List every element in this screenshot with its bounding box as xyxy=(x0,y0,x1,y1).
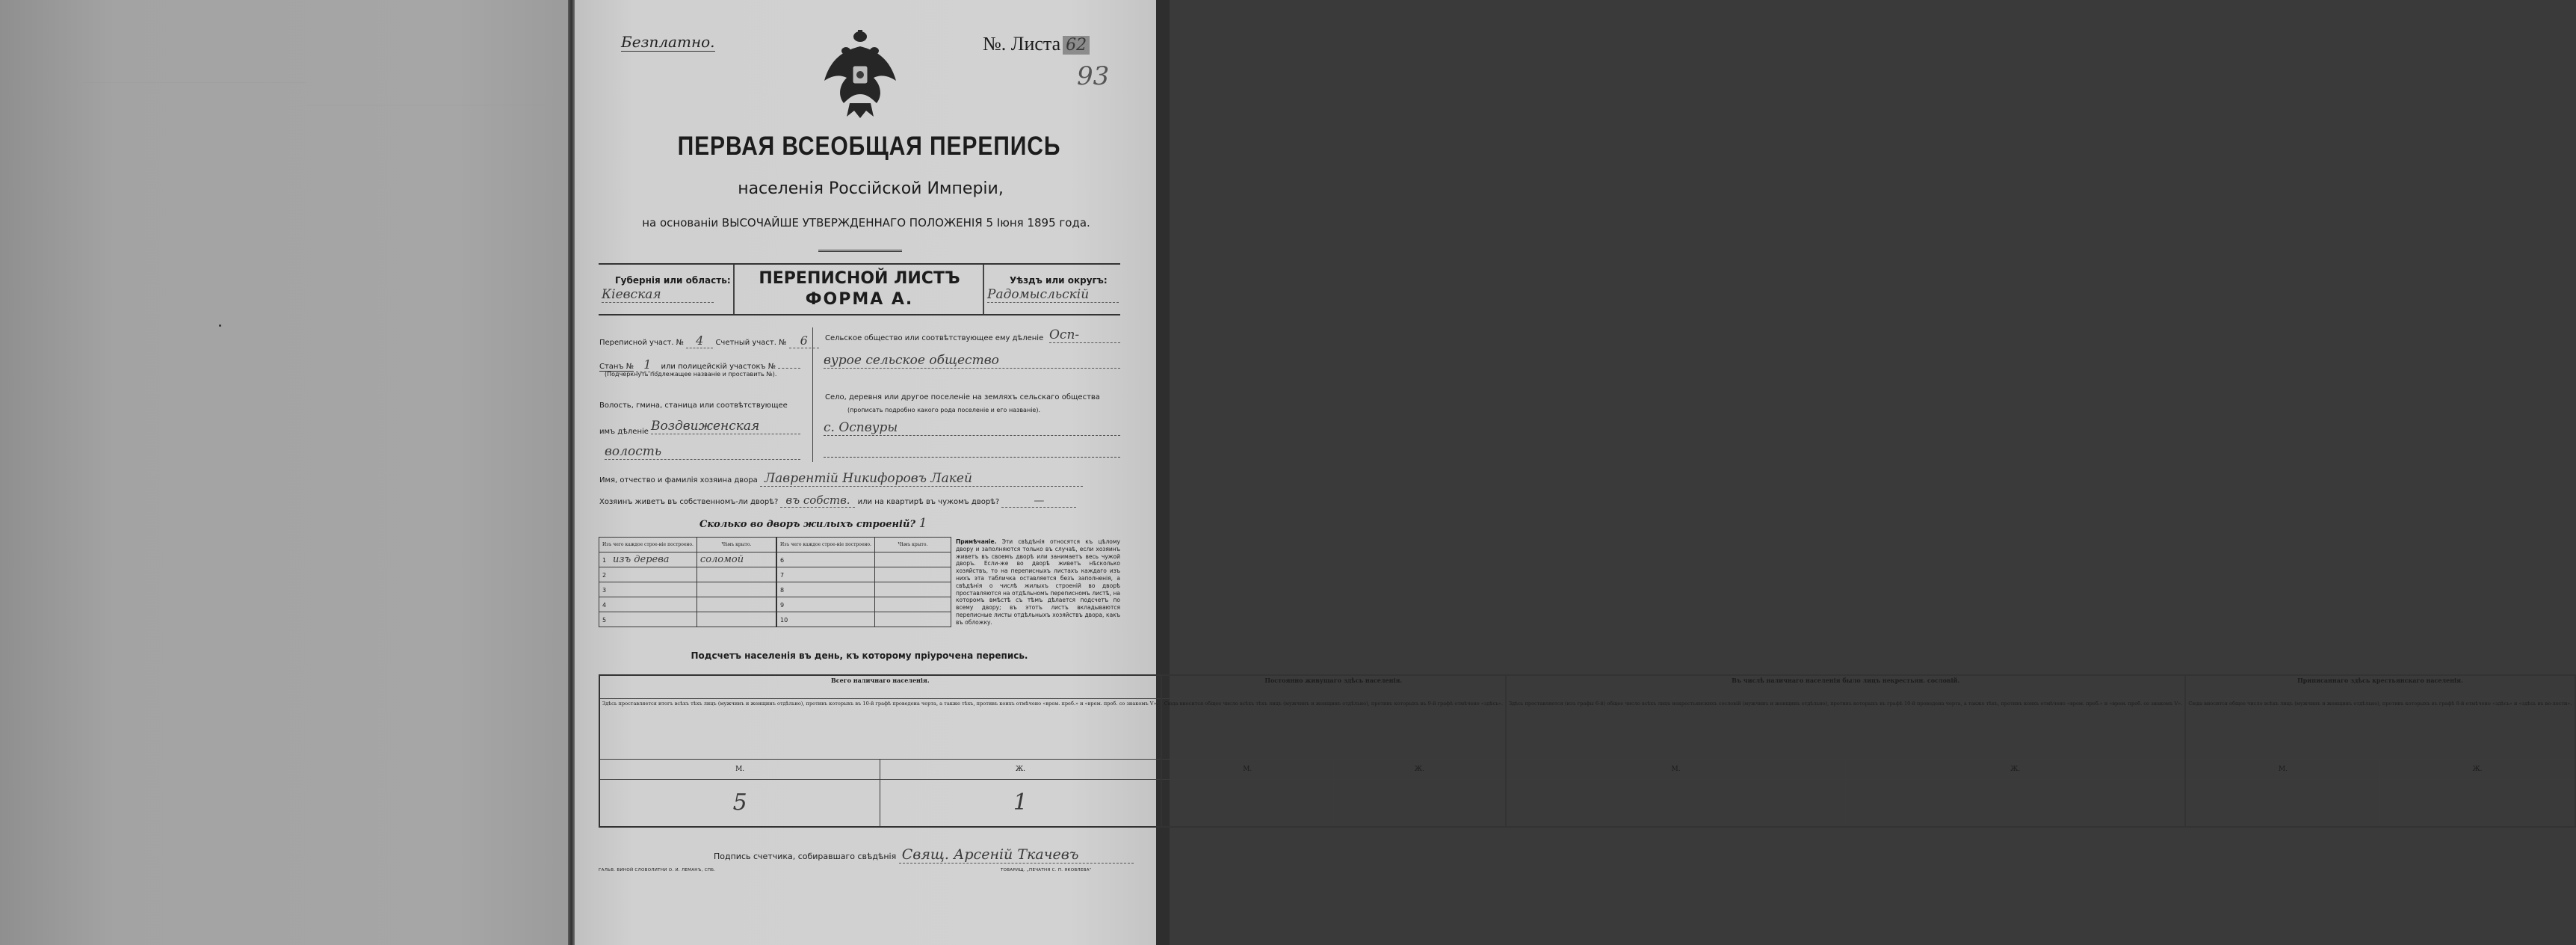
female-count: — xyxy=(1846,780,2186,828)
census-form-page xyxy=(575,0,2572,945)
male-label: М. xyxy=(2185,760,2380,780)
dwelling-roof-cell xyxy=(874,582,951,597)
dwelling-material-cell xyxy=(776,567,874,582)
female-count: 1 xyxy=(2380,780,2575,828)
row-number: 8 xyxy=(780,587,785,594)
row-number: 7 xyxy=(780,572,785,579)
form-title: ПЕРЕПИСНОЙ ЛИСТЪ xyxy=(759,269,960,288)
row-number: 3 xyxy=(602,587,607,594)
male-label: М. xyxy=(1506,760,1846,780)
society-value-1: Осп- xyxy=(1049,327,1120,343)
male-count: 5 xyxy=(599,780,880,828)
row-number: 6 xyxy=(780,557,785,564)
count-column-description: Сюда вносится общее число всѣхъ лицъ (мужчинъ и женщинъ отдѣльно), противъ которыхъ въ графѣ 8-й отмѣчено «здѣсь» и «здѣсь въ во-лости». xyxy=(2185,699,2575,760)
col-material-header: Изъ чего каждое строе-ніе построено. xyxy=(599,538,697,552)
dwelling-material-cell xyxy=(599,567,697,582)
row-number: 2 xyxy=(602,572,607,579)
owner-row xyxy=(599,471,1083,487)
buildings-value: 1 xyxy=(918,516,927,531)
female-label: Ж. xyxy=(2380,760,2575,780)
male-count: — xyxy=(1506,780,1846,828)
buildings-row xyxy=(699,516,927,531)
population-count-table xyxy=(599,674,2576,828)
lives-label: Хозяинъ живетъ въ собственномъ-ли дворѣ? xyxy=(599,498,779,506)
lives-value: въ собств. xyxy=(780,493,855,508)
count-column-title: Приписаннаго здѣсь крестьянскаго населенія. xyxy=(2185,675,2575,699)
volost-label-1: Волость, гмина, станица или соотвѣтствующее xyxy=(599,401,788,410)
lives-row xyxy=(599,493,1076,508)
stan-row xyxy=(599,357,800,372)
female-label: Ж. xyxy=(1333,760,1506,780)
police-label: или полицейскій участокъ № xyxy=(661,363,776,371)
female-label: Ж. xyxy=(1846,760,2186,780)
imprint-left: ГАЛЬВ. ВИНОЙ СЛОВОЛИТНИ О. И. ЛЕМАНЪ, СПБ. xyxy=(599,868,716,872)
ink-speck xyxy=(219,324,221,327)
count-column-description: Здѣсь проставляется итогъ всѣхъ тѣхъ лицъ (мужчинъ и женщинъ отдѣльно), противъ которыхъ въ 10-й графѣ проведена черта, а также тѣхъ, противъ коихъ отмѣчено «врем. преб.» и «врем. проб. со знакомъ V». xyxy=(599,699,1161,760)
note-block xyxy=(956,538,1120,627)
female-count: 1 xyxy=(1333,780,1506,828)
dwelling-material-cell xyxy=(776,597,874,612)
count-column-title: Постоянно живущаго здѣсь населенія. xyxy=(1161,675,1506,699)
dwelling-roof-cell xyxy=(874,597,951,612)
imprint-right: ТОВАРИЩ. „ПЕЧАТНЯ С. П. ЯКОВЛЕВА“ xyxy=(1001,868,1092,872)
bleed-through-text xyxy=(306,105,546,173)
dwelling-roof-cell xyxy=(696,612,776,627)
form-subtitle: населенія Россійской Имперіи, xyxy=(738,179,1004,198)
society-value-2: вурое сельское общество xyxy=(824,353,1120,369)
village-label: Село, деревня или другое поселеніе на земляхъ сельскаго общества xyxy=(825,393,1100,401)
dwelling-row xyxy=(599,597,951,612)
signature-value: Свящ. Арсеній Ткачевъ xyxy=(899,846,1134,864)
dwelling-row xyxy=(599,612,951,627)
gubernia-value: Кіевская xyxy=(602,287,714,303)
signature-row xyxy=(714,846,1134,864)
dwelling-table xyxy=(599,537,951,627)
stan-label: Станъ № xyxy=(599,363,634,371)
dwelling-material-cell xyxy=(776,612,874,627)
dwelling-roof-cell xyxy=(696,567,776,582)
row-number: 1 xyxy=(602,557,607,564)
count-column-description: Здѣсь проставляется (изъ графы 6-й) общее число всѣхъ лицъ некрестьянскихъ сословій (мужчинъ и женщинъ отдѣльно), противъ которыхъ въ графѣ 10-й проведена черта, а также тѣхъ, противъ коихъ отмѣчено «врем. преб.» и «врем. проб. со знакомъ V». xyxy=(1506,699,2185,760)
village-note: (прописать подробно какого рода поселеніе и его названіе). xyxy=(847,407,1040,413)
count-column-title: Всего наличнаго населенія. xyxy=(599,675,1161,699)
row-number: 5 xyxy=(602,617,607,624)
form-header-box xyxy=(599,263,1120,315)
volost-value-1: Воздвиженская xyxy=(651,419,800,434)
note-text: Эти свѣдѣнія относятся къ цѣлому двору и заполняются только въ случаѣ, если хозяинъ живетъ въ своемъ дворѣ или занимаетъ весь чужой дворъ. Если-же во дворѣ живетъ нѣсколько хозяйствъ, то на переписныхъ листахъ каждаго изъ нихъ эта табличка оставляется безъ заполненія, а свѣдѣнія о числѣ жилыхъ строеній во дворѣ проставляются на отдѣльномъ переписномъ листѣ, на которомъ вмѣстѣ съ тѣмъ дѣлается подсчетъ по всему двору; въ этотъ листъ вкладываются переписные листы отдѣльныхъ хозяйствъ двора, какъ въ обложку. xyxy=(956,538,1120,626)
census-district-label: Переписной участ. № xyxy=(599,339,685,347)
village-value: с. Оспвуры xyxy=(824,420,1120,436)
row-number: 10 xyxy=(780,617,788,624)
male-label: М. xyxy=(599,760,880,780)
volost-value-2: волость xyxy=(605,444,800,460)
village-line-2 xyxy=(824,457,1120,458)
dwelling-value: соломой xyxy=(699,554,744,565)
count-column-description: Сюда вносится общее число всѣхъ тѣхъ лицъ (мужчинъ и женщинъ отдѣльно), противъ которыхъ въ 9-й графѣ отмѣчено «здѣсь». xyxy=(1161,699,1506,760)
bleed-through-text xyxy=(82,82,306,173)
census-district-row xyxy=(599,333,819,348)
count-column-title: Въ числѣ наличнаго населенія было лицъ некрестьян. сословій. xyxy=(1506,675,2185,699)
row-number: 4 xyxy=(602,602,607,609)
dwelling-value: изъ дерева xyxy=(613,554,670,565)
society-label: Сельское общество или соотвѣтствующее ему дѣленіе xyxy=(825,334,1044,342)
dwelling-roof-cell xyxy=(874,612,951,627)
female-label: Ж. xyxy=(880,760,1161,780)
book-fold xyxy=(568,0,575,945)
dwelling-row xyxy=(599,552,951,567)
col-roof-header: Чѣмъ крыто. xyxy=(696,538,776,552)
note-title: Примѣчаніе. xyxy=(956,538,997,545)
owner-value: Лаврентій Никифоровъ Лакей xyxy=(760,471,1083,487)
stan-value: 1 xyxy=(636,357,658,372)
underline-note: (Подчеркнуть подлежащее названіе и проставить №). xyxy=(605,371,777,378)
lives-rent-value: — xyxy=(1001,495,1076,508)
buildings-label: Сколько во дворъ жилыхъ строеній? xyxy=(699,519,916,530)
lives-rent-label: или на квартирѣ въ чужомъ дворѣ? xyxy=(857,498,1000,506)
dwelling-material-cell xyxy=(599,597,697,612)
sheet-number-value: 62 xyxy=(1063,36,1090,55)
sheet-number-label xyxy=(983,33,1090,55)
form-basis-line: на основаніи ВЫСОЧАЙШЕ УТВЕРЖДЕННАГО ПОЛОЖЕНІЯ 5 Іюня 1895 года. xyxy=(642,216,1090,230)
double-headed-eagle-emblem xyxy=(820,28,901,120)
dwelling-roof-cell xyxy=(696,582,776,597)
count-district-value: 6 xyxy=(789,333,819,348)
dwelling-row xyxy=(599,567,951,582)
count-district-label: Счетный участ. № xyxy=(715,339,787,347)
dwelling-roof-cell xyxy=(696,597,776,612)
male-count: 5 xyxy=(1161,780,1334,828)
dwelling-roof-cell xyxy=(696,552,776,567)
row-number: 9 xyxy=(780,602,785,609)
dwelling-material-cell xyxy=(599,582,697,597)
gubernia-label: Губернія или область: xyxy=(615,275,731,286)
decorative-rule xyxy=(818,250,902,252)
form-main-title: ПЕРВАЯ ВСЕОБЩАЯ ПЕРЕПИСЬ xyxy=(677,132,1061,161)
female-count: 1 xyxy=(880,780,1161,828)
dwelling-material-cell xyxy=(599,552,697,567)
sheet-label: №. Листа xyxy=(983,33,1061,55)
uezd-value: Радомысльскій xyxy=(987,287,1119,303)
left-page xyxy=(0,0,570,945)
dwelling-material-cell xyxy=(599,612,697,627)
signature-label: Подпись счетчика, собиравшаго свѣдѣнія xyxy=(714,852,897,861)
free-label: Безплатно. xyxy=(621,33,715,51)
dwelling-material-cell xyxy=(776,582,874,597)
dwelling-roof-cell xyxy=(874,552,951,567)
owner-label: Имя, отчество и фамилія хозяина двора xyxy=(599,476,758,484)
count-title: Подсчетъ населенія въ день, къ которому пріурочена перепись. xyxy=(691,650,1028,661)
dwelling-material-cell xyxy=(776,552,874,567)
archive-page-number: 93 xyxy=(1077,61,1110,91)
volost-label-2: имъ дѣленіе xyxy=(599,428,649,436)
male-count: 5 xyxy=(2185,780,2380,828)
male-label: М. xyxy=(1161,760,1334,780)
dwelling-row xyxy=(599,582,951,597)
form-letter: ФОРМА А. xyxy=(805,290,914,309)
dwelling-roof-cell xyxy=(874,567,951,582)
census-district-value: 4 xyxy=(686,333,713,348)
col-material-header-2: Изъ чего каждое строе-ніе построено. xyxy=(776,538,874,552)
col-roof-header-2: Чѣмъ крыто. xyxy=(874,538,951,552)
uezd-label: Уѣздъ или округъ: xyxy=(1010,275,1108,286)
